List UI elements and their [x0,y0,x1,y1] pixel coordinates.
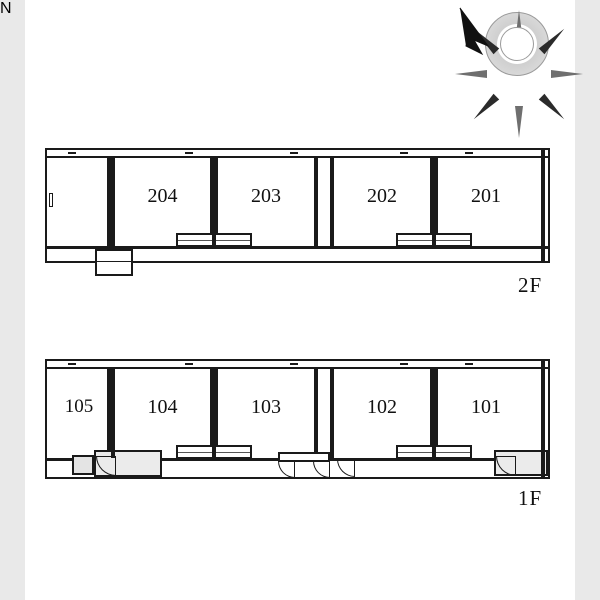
unit-104-label: 104 [147,396,178,418]
unit-201-label: 201 [471,185,501,207]
unit-101-label: 101 [471,396,501,418]
unit-105-label: 105 [64,396,94,417]
unit-202-label: 202 [367,185,397,207]
wall-right-2f [541,149,545,263]
wall-right-1f [541,360,545,478]
unit-102-label: 102 [367,396,397,418]
unit-103-label: 103 [251,396,281,418]
north-label: N [0,0,12,17]
stair-landing-2f [95,249,133,276]
floor-label-1f: 1F [518,486,543,510]
floor-label-2f: 2F [518,273,543,297]
north-arrow-icon [448,2,518,62]
stairwell-2f [47,158,111,246]
unit-203-label: 203 [251,185,281,207]
unit-204-label: 204 [147,185,178,207]
stair-marker-2f [49,193,53,207]
entry-105 [72,455,94,475]
